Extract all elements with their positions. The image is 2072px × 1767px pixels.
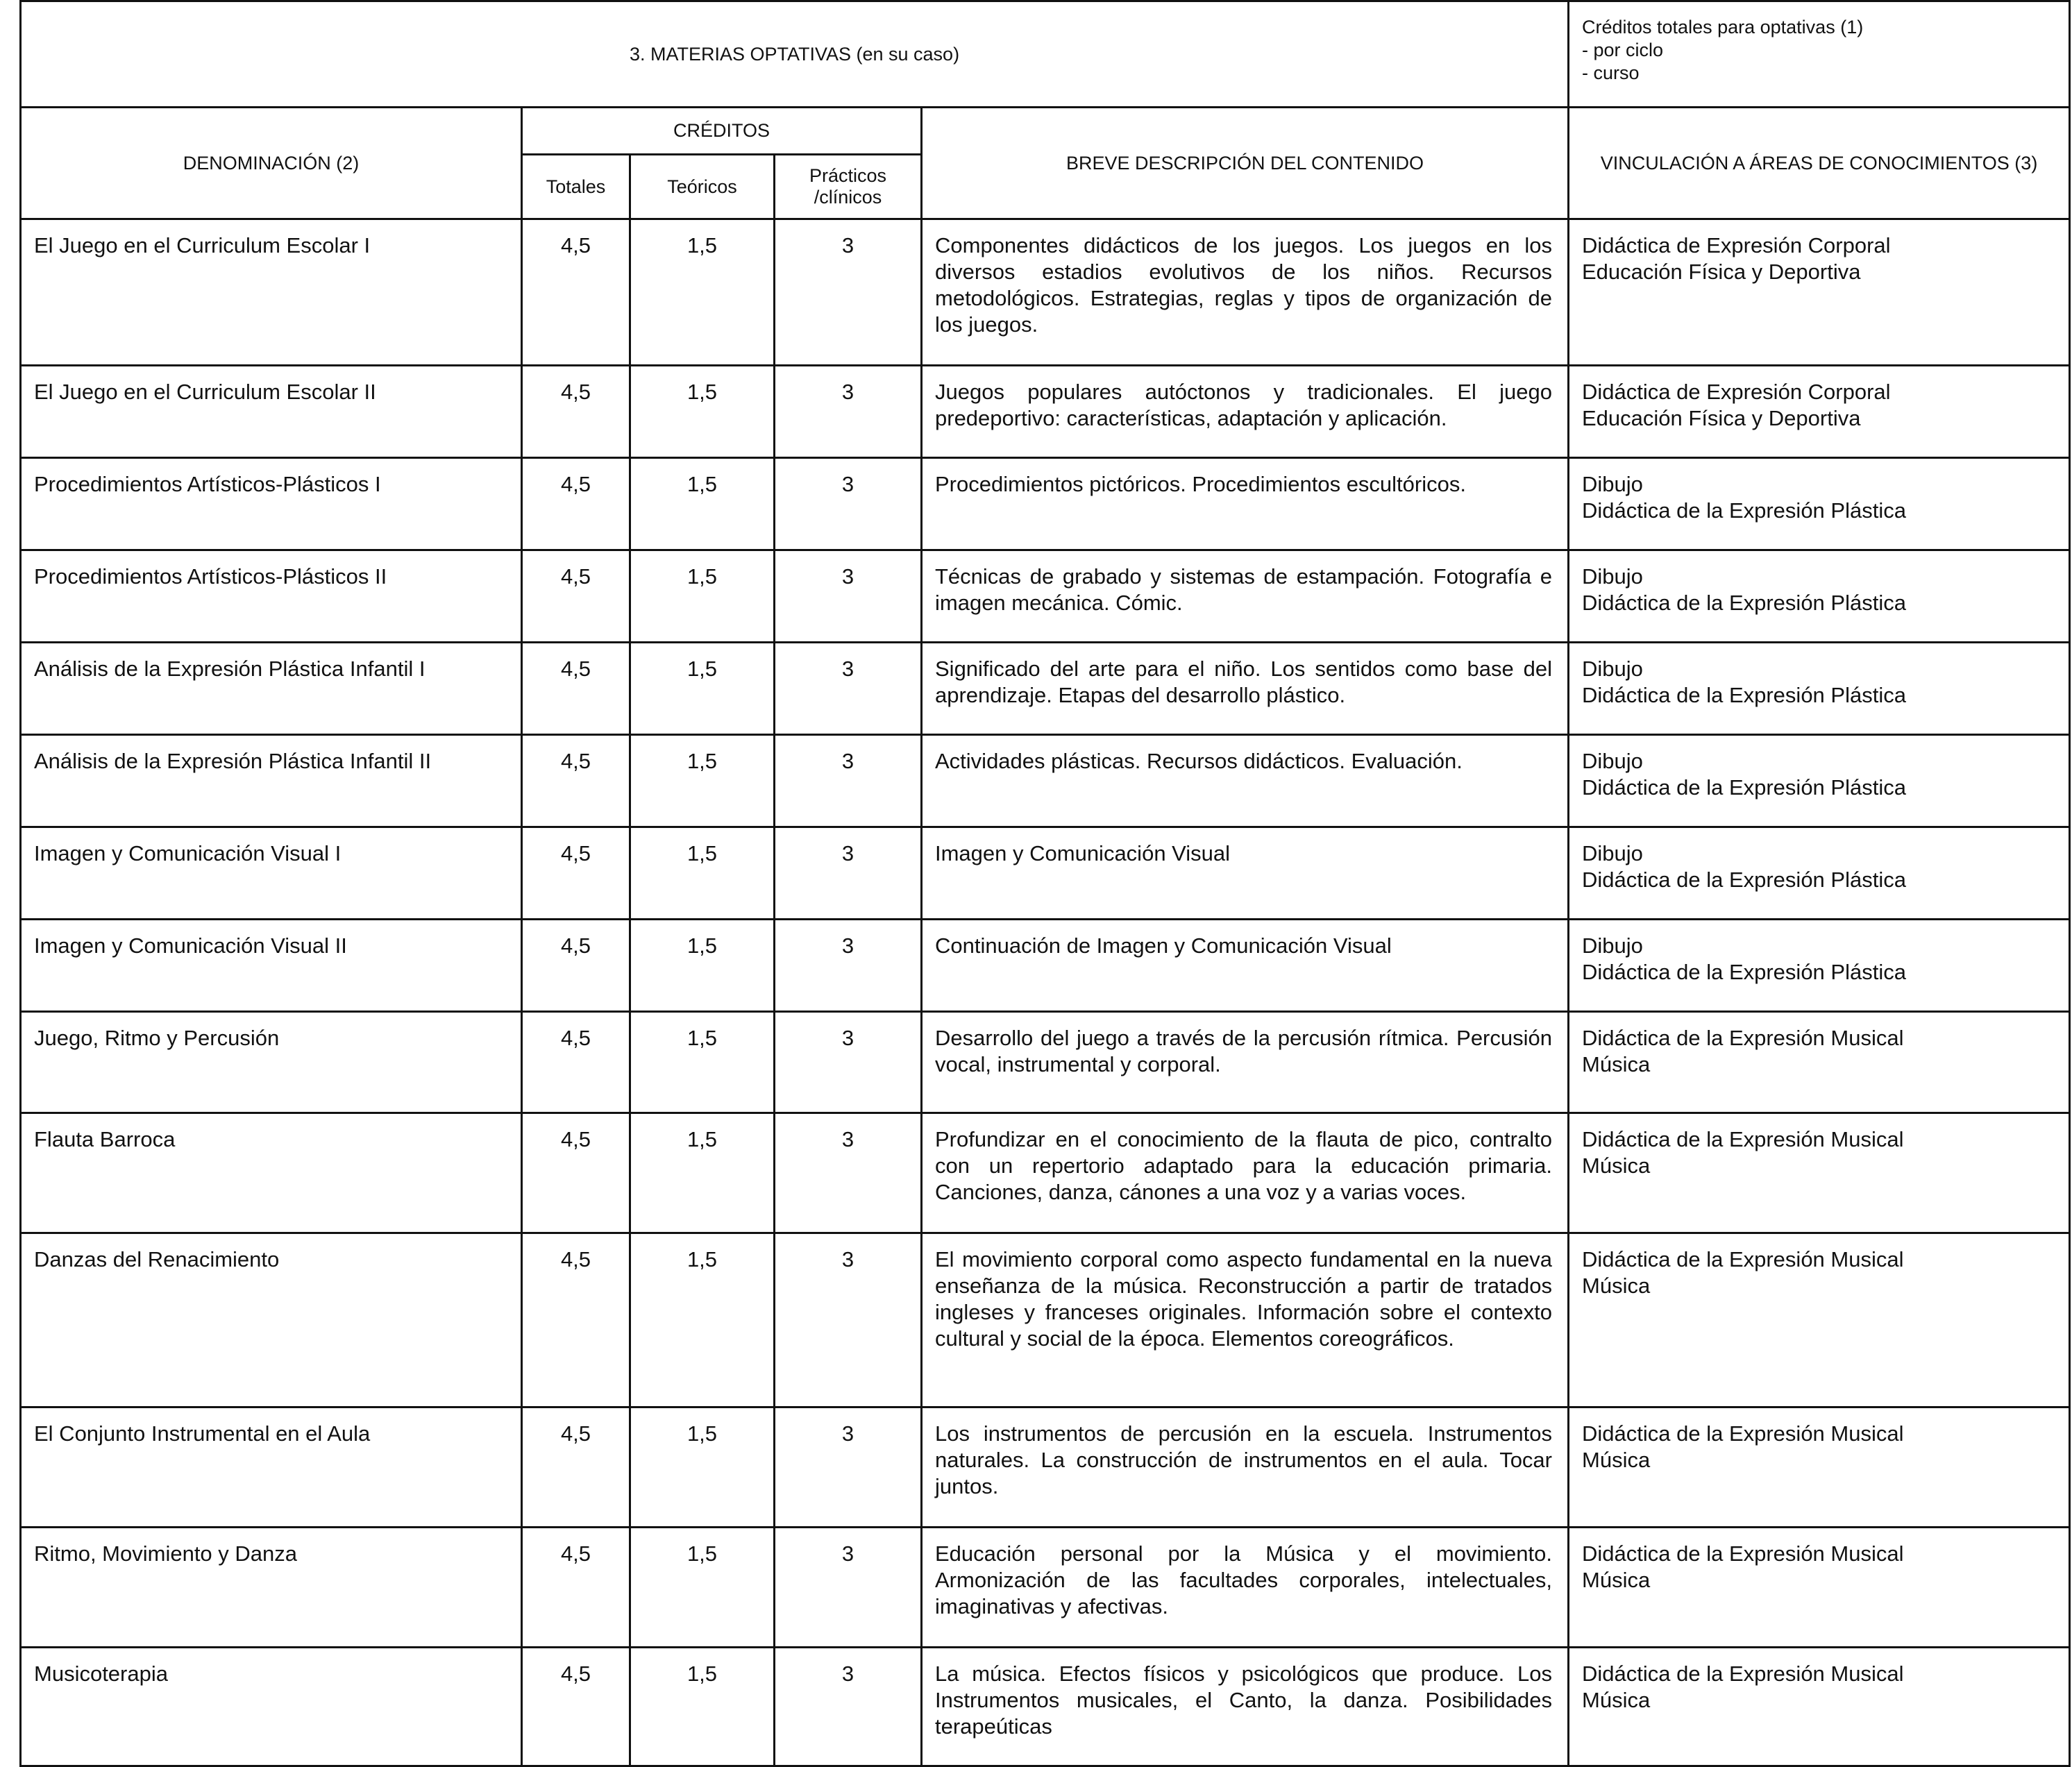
subject-description: La música. Efectos físicos y psicológicos que produce. Los Instrumentos musicales, el Canto, la danza. Posibilidades terapeúticas: [922, 1648, 1569, 1766]
area-line: Didáctica de la Expresión Musical: [1582, 1541, 1904, 1566]
knowledge-areas: [1569, 219, 2070, 366]
credits-note-line: Créditos totales para optativas (1): [1582, 17, 1864, 37]
section-title: 3. MATERIAS OPTATIVAS (en su caso): [21, 1, 1569, 108]
credits-teoricos: 1,5: [630, 219, 775, 366]
subject-description: Imagen y Comunicación Visual: [922, 827, 1569, 920]
credits-totales: 4,5: [522, 219, 630, 366]
credits-totales: 4,5: [522, 1233, 630, 1407]
subject-name: Análisis de la Expresión Plástica Infantil II: [21, 735, 522, 827]
col-header-vinculacion: VINCULACIÓN A ÁREAS DE CONOCIMIENTOS (3): [1569, 108, 2070, 219]
area-line: Educación Física y Deportiva: [1582, 260, 1861, 284]
subject-name: El Juego en el Curriculum Escolar I: [21, 219, 522, 366]
credits-teoricos: 1,5: [630, 1113, 775, 1233]
area-line: Didáctica de la Expresión Musical: [1582, 1026, 1904, 1050]
subject-name: Imagen y Comunicación Visual I: [21, 827, 522, 920]
area-line: Educación Física y Deportiva: [1582, 406, 1861, 430]
credits-practicos: 3: [775, 1113, 922, 1233]
credits-practicos: 3: [775, 827, 922, 920]
subject-description: Técnicas de grabado y sistemas de estampación. Fotografía e imagen mecánica. Cómic.: [922, 550, 1569, 643]
credits-totales: 4,5: [522, 1113, 630, 1233]
credits-teoricos: 1,5: [630, 1528, 775, 1648]
area-line: Didáctica de la Expresión Plástica: [1582, 868, 1906, 892]
table-row: [21, 1012, 2070, 1113]
credits-practicos: 3: [775, 458, 922, 550]
knowledge-areas: [1569, 920, 2070, 1012]
credits-teoricos: 1,5: [630, 550, 775, 643]
subject-description: Continuación de Imagen y Comunicación Visual: [922, 920, 1569, 1012]
credits-totales: 4,5: [522, 1012, 630, 1113]
subject-name: Danzas del Renacimiento: [21, 1233, 522, 1407]
area-line: Didáctica de la Expresión Plástica: [1582, 591, 1906, 615]
knowledge-areas: [1569, 1528, 2070, 1648]
clinicos-line: /clínicos: [814, 187, 882, 208]
credits-totales: 4,5: [522, 1407, 630, 1528]
subject-description: Actividades plásticas. Recursos didácticos. Evaluación.: [922, 735, 1569, 827]
optativas-table: [19, 0, 2071, 1767]
knowledge-areas: [1569, 1407, 2070, 1528]
table-row: [21, 643, 2070, 735]
credits-teoricos: 1,5: [630, 827, 775, 920]
credits-teoricos: 1,5: [630, 1648, 775, 1766]
subject-description: Significado del arte para el niño. Los sentidos como base del aprendizaje. Etapas del desarrollo plástico.: [922, 643, 1569, 735]
col-header-practicos: [775, 155, 922, 219]
table-row: [21, 1113, 2070, 1233]
area-line: Didáctica de la Expresión Musical: [1582, 1662, 1904, 1686]
credits-totales: 4,5: [522, 366, 630, 458]
practicos-line: Prácticos: [809, 165, 887, 187]
table-row: [21, 219, 2070, 366]
col-header-creditos: CRÉDITOS: [522, 108, 922, 155]
area-line: Música: [1582, 1052, 1651, 1076]
credits-totales: 4,5: [522, 920, 630, 1012]
table-body: [21, 219, 2070, 1766]
credits-total-note: [1569, 1, 2070, 108]
table-row: [21, 1528, 2070, 1648]
credits-totales: 4,5: [522, 458, 630, 550]
col-header-totales: Totales: [522, 155, 630, 219]
table-row: [21, 1648, 2070, 1766]
credits-teoricos: 1,5: [630, 1233, 775, 1407]
subject-description: Los instrumentos de percusión en la escuela. Instrumentos naturales. La construcción de instrumentos en el aula. Tocar juntos.: [922, 1407, 1569, 1528]
credits-totales: 4,5: [522, 1528, 630, 1648]
area-line: Dibujo: [1582, 749, 1643, 773]
credits-practicos: 3: [775, 1233, 922, 1407]
credits-practicos: 3: [775, 643, 922, 735]
subject-name: Ritmo, Movimiento y Danza: [21, 1528, 522, 1648]
area-line: Música: [1582, 1274, 1651, 1298]
area-line: Dibujo: [1582, 657, 1643, 681]
area-line: Música: [1582, 1448, 1651, 1472]
credits-practicos: 3: [775, 366, 922, 458]
table-row: [21, 458, 2070, 550]
credits-teoricos: 1,5: [630, 1012, 775, 1113]
subject-name: Procedimientos Artísticos-Plásticos II: [21, 550, 522, 643]
area-line: Didáctica de la Expresión Plástica: [1582, 775, 1906, 800]
credits-practicos: 3: [775, 1407, 922, 1528]
subject-name: Análisis de la Expresión Plástica Infantil I: [21, 643, 522, 735]
credits-teoricos: 1,5: [630, 458, 775, 550]
area-line: Dibujo: [1582, 841, 1643, 865]
knowledge-areas: [1569, 366, 2070, 458]
subject-description: El movimiento corporal como aspecto fundamental en la nueva enseñanza de la música. Reconstrucción a partir de tratados ingleses y franceses originales. Información sobre el contexto cultural y social de la época. Elementos coreográficos.: [922, 1233, 1569, 1407]
area-line: Didáctica de la Expresión Plástica: [1582, 498, 1906, 523]
table-row: [21, 1233, 2070, 1407]
credits-practicos: 3: [775, 735, 922, 827]
table-row: [21, 366, 2070, 458]
knowledge-areas: [1569, 458, 2070, 550]
credits-teoricos: 1,5: [630, 735, 775, 827]
subject-description: Componentes didácticos de los juegos. Los juegos en los diversos estadios evolutivos de los niños. Recursos metodológicos. Estrategias, reglas y tipos de organización de los juegos.: [922, 219, 1569, 366]
knowledge-areas: [1569, 827, 2070, 920]
credits-note-line: - por ciclo: [1582, 40, 1664, 60]
credits-note-line: - curso: [1582, 62, 1640, 83]
table-row: [21, 920, 2070, 1012]
credits-totales: 4,5: [522, 643, 630, 735]
area-line: Didáctica de la Expresión Plástica: [1582, 960, 1906, 984]
credits-teoricos: 1,5: [630, 366, 775, 458]
subject-name: Flauta Barroca: [21, 1113, 522, 1233]
knowledge-areas: [1569, 1233, 2070, 1407]
area-line: Dibujo: [1582, 564, 1643, 589]
knowledge-areas: [1569, 643, 2070, 735]
subject-name: El Juego en el Curriculum Escolar II: [21, 366, 522, 458]
area-line: Música: [1582, 1688, 1651, 1712]
subject-name: Imagen y Comunicación Visual II: [21, 920, 522, 1012]
subject-description: Juegos populares autóctonos y tradicionales. El juego predeportivo: características, adaptación y aplicación.: [922, 366, 1569, 458]
area-line: Didáctica de la Expresión Plástica: [1582, 683, 1906, 707]
credits-practicos: 3: [775, 1012, 922, 1113]
area-line: Dibujo: [1582, 472, 1643, 496]
credits-teoricos: 1,5: [630, 920, 775, 1012]
knowledge-areas: [1569, 1012, 2070, 1113]
subject-description: Educación personal por la Música y el movimiento. Armonización de las facultades corporales, intelectuales, imaginativas y afectivas.: [922, 1528, 1569, 1648]
area-line: Didáctica de la Expresión Musical: [1582, 1127, 1904, 1151]
table-row: [21, 827, 2070, 920]
col-header-descripcion: BREVE DESCRIPCIÓN DEL CONTENIDO: [922, 108, 1569, 219]
area-line: Didáctica de la Expresión Musical: [1582, 1247, 1904, 1271]
knowledge-areas: [1569, 1113, 2070, 1233]
credits-practicos: 3: [775, 1648, 922, 1766]
credits-totales: 4,5: [522, 550, 630, 643]
credits-practicos: 3: [775, 1528, 922, 1648]
credits-totales: 4,5: [522, 735, 630, 827]
credits-teoricos: 1,5: [630, 643, 775, 735]
credits-totales: 4,5: [522, 827, 630, 920]
area-line: Didáctica de Expresión Corporal: [1582, 233, 1891, 257]
subject-description: Procedimientos pictóricos. Procedimientos escultóricos.: [922, 458, 1569, 550]
subject-name: Procedimientos Artísticos-Plásticos I: [21, 458, 522, 550]
table-row: [21, 1407, 2070, 1528]
area-line: Didáctica de la Expresión Musical: [1582, 1421, 1904, 1446]
knowledge-areas: [1569, 550, 2070, 643]
col-header-denominacion: DENOMINACIÓN (2): [21, 108, 522, 219]
knowledge-areas: [1569, 735, 2070, 827]
area-line: Dibujo: [1582, 933, 1643, 958]
subject-name: El Conjunto Instrumental en el Aula: [21, 1407, 522, 1528]
credits-totales: 4,5: [522, 1648, 630, 1766]
credits-practicos: 3: [775, 550, 922, 643]
subject-description: Desarrollo del juego a través de la percusión rítmica. Percusión vocal, instrumental y corporal.: [922, 1012, 1569, 1113]
subject-name: Juego, Ritmo y Percusión: [21, 1012, 522, 1113]
table-row: [21, 550, 2070, 643]
credits-teoricos: 1,5: [630, 1407, 775, 1528]
area-line: Música: [1582, 1568, 1651, 1592]
knowledge-areas: [1569, 1648, 2070, 1766]
area-line: Didáctica de Expresión Corporal: [1582, 380, 1891, 404]
subject-description: Profundizar en el conocimiento de la flauta de pico, contralto con un repertorio adaptado para la educación primaria. Canciones, danza, cánones a una voz y a varias voces.: [922, 1113, 1569, 1233]
col-header-teoricos: Teóricos: [630, 155, 775, 219]
subject-name: Musicoterapia: [21, 1648, 522, 1766]
area-line: Música: [1582, 1153, 1651, 1178]
credits-practicos: 3: [775, 219, 922, 366]
credits-practicos: 3: [775, 920, 922, 1012]
table-row: [21, 735, 2070, 827]
